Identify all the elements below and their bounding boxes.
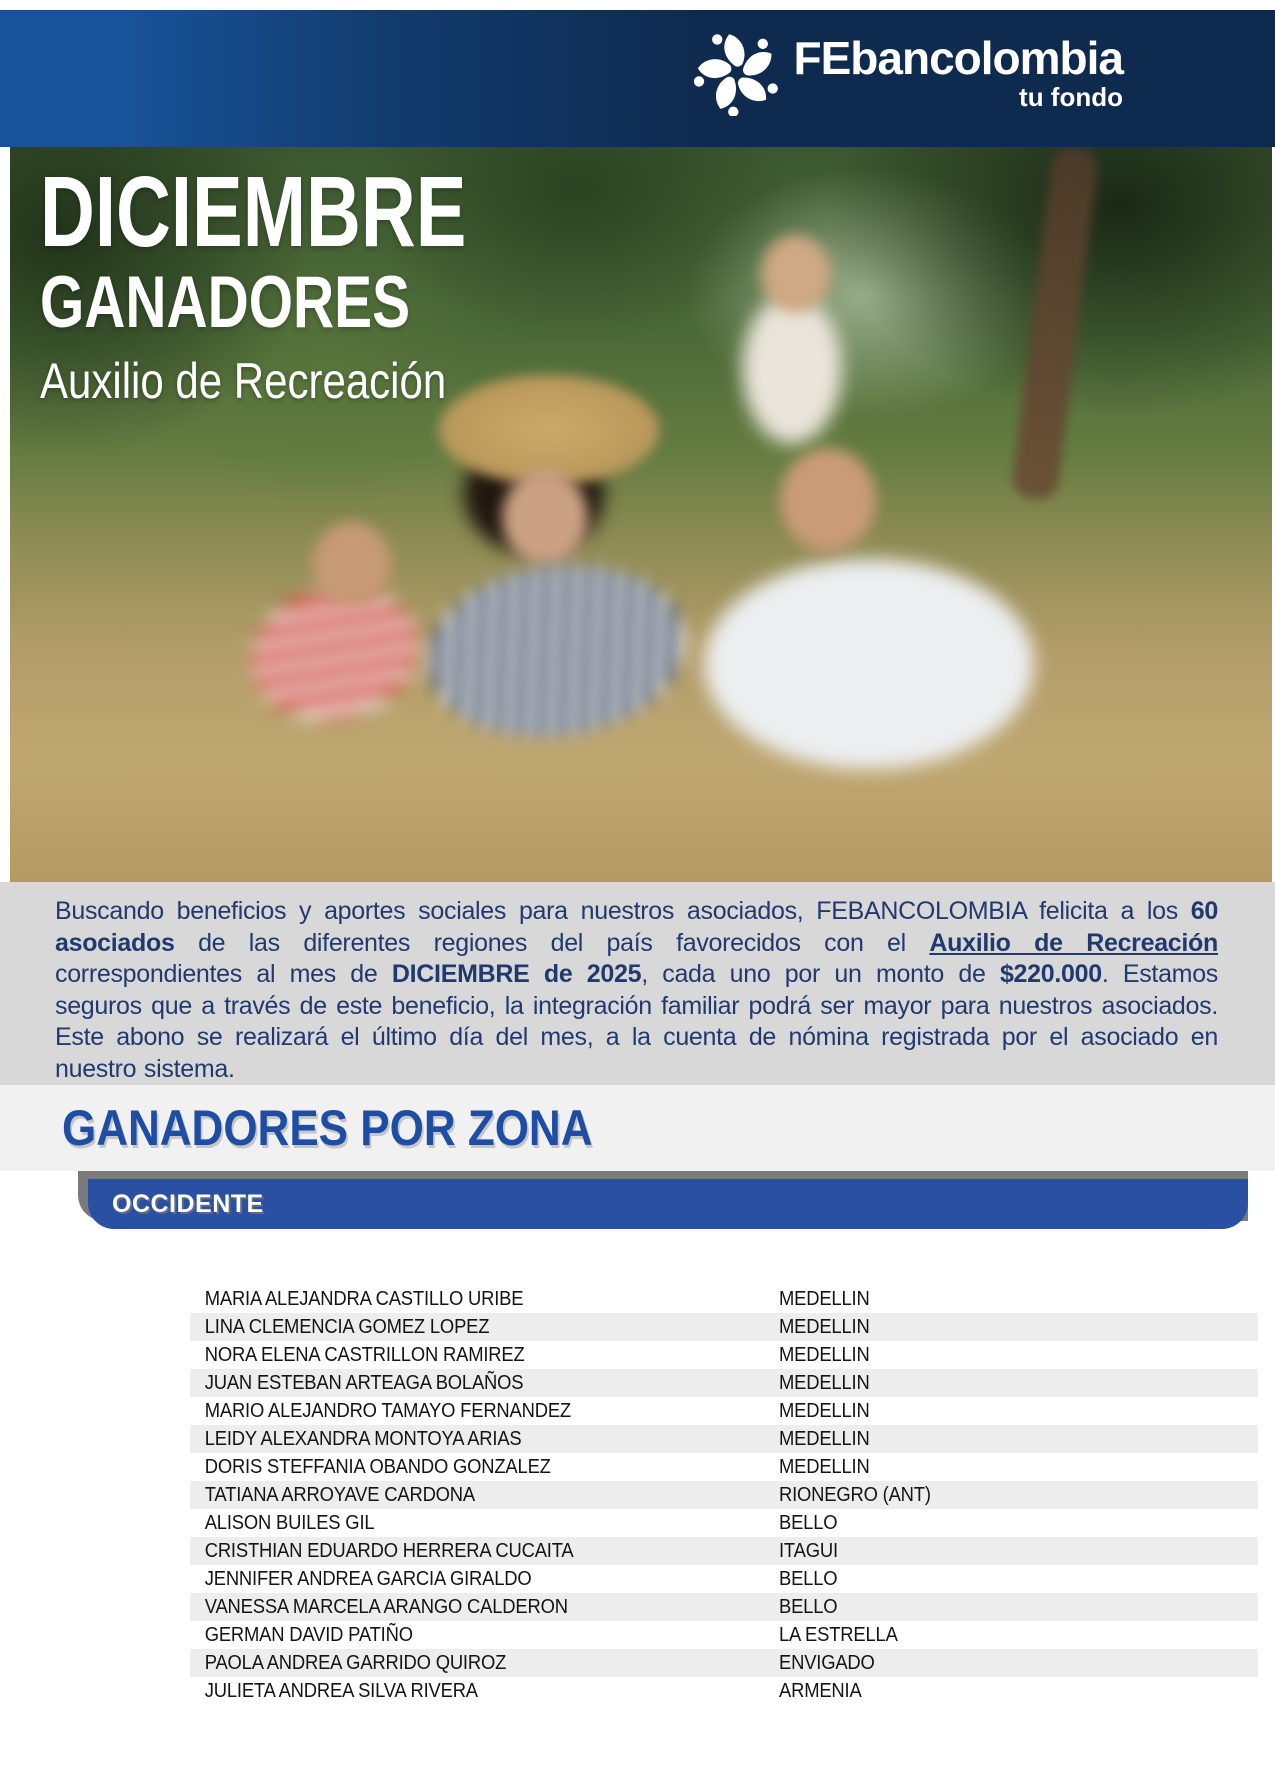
intro-segment: DICIEMBRE de 2025 — [391, 960, 642, 988]
intro-segment: 60 asociados — [55, 897, 1218, 957]
photo-face-boy — [313, 522, 391, 606]
winner-city: MEDELLIN — [779, 1427, 870, 1450]
table-row — [190, 1481, 1258, 1509]
intro-segment: $220.000 — [999, 960, 1102, 988]
zone-label: OCCIDENTE — [112, 1189, 264, 1218]
table-row — [190, 1565, 1258, 1593]
table-row — [190, 1509, 1258, 1537]
winner-city: RIONEGRO (ANT) — [779, 1483, 931, 1506]
hero-text-block — [40, 156, 601, 410]
winner-name: PAOLA ANDREA GARRIDO QUIROZ — [204, 1651, 507, 1674]
winner-city: MEDELLIN — [779, 1371, 870, 1394]
hero-photo — [10, 147, 1272, 882]
intro-segment: de las diferentes regiones del país favorecidos con el — [174, 928, 930, 957]
section-heading-area — [0, 1085, 1275, 1171]
photo-figure-dad — [704, 559, 1034, 769]
winner-city: ITAGUI — [779, 1539, 838, 1562]
winner-name: JUAN ESTEBAN ARTEAGA BOLAÑOS — [204, 1371, 524, 1394]
winner-city: MEDELLIN — [779, 1343, 870, 1366]
table-row — [190, 1677, 1258, 1705]
winner-city: BELLO — [779, 1511, 838, 1534]
photo-face-dad — [780, 448, 876, 552]
winner-name: LEIDY ALEXANDRA MONTOYA ARIAS — [204, 1427, 522, 1450]
winner-name: TATIANA ARROYAVE CARDONA — [204, 1483, 475, 1506]
winners-list — [0, 1229, 1275, 1705]
winner-name: ALISON BUILES GIL — [204, 1511, 375, 1534]
photo-tree-trunk — [1011, 147, 1100, 501]
intro-paragraph — [55, 896, 1218, 1085]
top-margin — [0, 0, 1275, 10]
winner-name: JENNIFER ANDREA GARCIA GIRALDO — [204, 1567, 532, 1590]
intro-segment: Buscando beneficios y aportes sociales para nuestros asociados, FEBANCOLOMBIA felicita a los — [55, 897, 1191, 925]
photo-face-girl — [761, 235, 831, 313]
winner-city: BELLO — [779, 1567, 838, 1590]
header-bar — [0, 10, 1275, 147]
brand-name: FEbancolombia — [793, 31, 1123, 84]
winner-city: MEDELLIN — [779, 1287, 870, 1310]
photo-figure-mom — [416, 549, 697, 754]
table-row — [190, 1369, 1258, 1397]
winner-city: MEDELLIN — [779, 1315, 870, 1338]
table-row — [190, 1593, 1258, 1621]
intro-band — [0, 882, 1275, 1085]
table-row — [190, 1621, 1258, 1649]
table-row — [190, 1649, 1258, 1677]
table-row — [190, 1285, 1258, 1313]
section-title: GANADORES POR ZONA — [62, 1100, 593, 1156]
winner-name: DORIS STEFFANIA OBANDO GONZALEZ — [204, 1455, 551, 1478]
photo-figure-girl — [742, 294, 842, 444]
table-row — [190, 1453, 1258, 1481]
winner-name: MARIO ALEJANDRO TAMAYO FERNANDEZ — [204, 1399, 571, 1422]
table-row — [190, 1397, 1258, 1425]
hero-winners-title: GANADORES — [40, 262, 411, 343]
intro-segment: . Estamos seguros que a través de este beneficio, la integración familiar podrá ser mayor para nuestros asociados. Este abono se realizará el último día del mes, a la cuenta de nómina registrada por el asociado en nuestro sistema. — [55, 960, 1219, 1083]
photo-face-mom — [502, 470, 588, 566]
zone-banner — [88, 1179, 1248, 1229]
intro-segment: correspondientes al mes de — [55, 960, 392, 988]
winner-name: MARIA ALEJANDRA CASTILLO URIBE — [204, 1287, 524, 1310]
winner-name: VANESSA MARCELA ARANGO CALDERON — [204, 1595, 568, 1618]
brand-tagline: tu fondo — [1019, 81, 1123, 112]
winner-city: MEDELLIN — [779, 1455, 870, 1478]
winner-city: MEDELLIN — [779, 1399, 870, 1422]
winner-name: LINA CLEMENCIA GOMEZ LOPEZ — [204, 1315, 490, 1338]
brand-text — [793, 31, 1123, 112]
winner-city: ENVIGADO — [779, 1651, 875, 1674]
winner-name: NORA ELENA CASTRILLON RAMIREZ — [204, 1343, 525, 1366]
zone-banner-area — [0, 1171, 1275, 1229]
intro-segment: , cada uno por un monto de — [641, 960, 1000, 988]
hero-benefit-tagline: Auxilio de Recreación — [40, 352, 447, 409]
hero-month-title: DICIEMBRE — [40, 156, 467, 268]
winner-city: BELLO — [779, 1595, 838, 1618]
pinwheel-logo-icon — [694, 30, 780, 116]
brand-logo — [694, 30, 1123, 116]
winner-city: ARMENIA — [779, 1679, 862, 1702]
table-row — [190, 1537, 1258, 1565]
winner-name: CRISTHIAN EDUARDO HERRERA CUCAITA — [204, 1539, 574, 1562]
intro-segment: Auxilio de Recreación — [929, 928, 1218, 957]
table-row — [190, 1313, 1258, 1341]
winner-city: LA ESTRELLA — [779, 1623, 898, 1646]
winner-name: JULIETA ANDREA SILVA RIVERA — [204, 1679, 478, 1702]
table-row — [190, 1425, 1258, 1453]
table-row — [190, 1341, 1258, 1369]
winner-name: GERMAN DAVID PATIÑO — [204, 1623, 413, 1646]
